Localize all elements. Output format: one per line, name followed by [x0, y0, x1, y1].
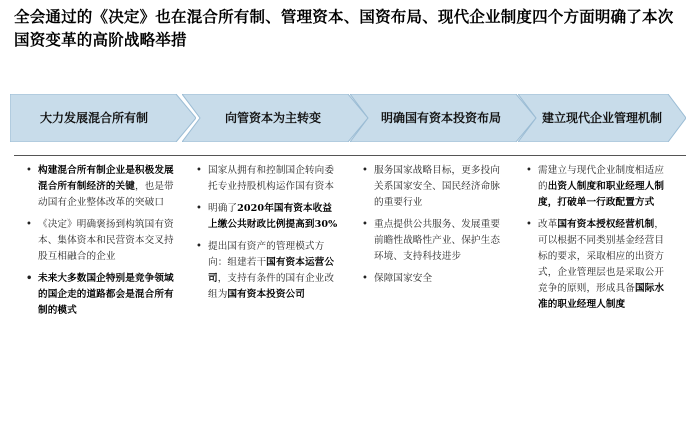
step-2-header: 向管资本为主转变	[224, 111, 321, 125]
page-title: 全会通过的《决定》也在混合所有制、管理资本、国资布局、现代企业制度四个方面明确了本次国资变革的高阶战略举措	[14, 8, 674, 49]
chevron-step-4	[518, 94, 686, 142]
list-item	[26, 163, 174, 211]
bullet-text-bold: 国有资本授权经营机制	[557, 219, 655, 230]
process-banner	[10, 94, 686, 142]
chevron-step-2	[182, 94, 368, 142]
step-4-header: 建立现代企业管理机制	[541, 111, 662, 125]
chevron-step-3	[350, 94, 536, 142]
bullet-text: 《决定》明确褒扬到构筑国有资本、集体资本和民营资本交叉持股互相融合的企业	[38, 219, 174, 262]
list-item	[196, 163, 338, 195]
bullet-text: 需建立与现代企业制度相适应的	[538, 165, 665, 192]
bullet-text-bold: 国有资本运营公司	[208, 257, 335, 284]
bullet-text: ，可以根据不同类别基金经营目标的要求，采取相应的出资方式，企业管理层也是采取公开竞争的原则，形成具备	[538, 219, 665, 294]
bullet-text-bold: 出资人制度和职业经理人制度，打破单一行政配置方式	[538, 181, 665, 208]
bullet-text: 服务国家战略目标，更多投向关系国家安全、国民经济命脉的重要行业	[374, 165, 501, 208]
column-capital-management	[196, 163, 338, 309]
list-item	[362, 163, 504, 211]
column-modern-enterprise	[526, 163, 672, 319]
list-item	[196, 201, 338, 233]
divider	[14, 155, 686, 156]
bullet-text-bold: 构建混合所有制企业是积极发展混合所有制经济的关键	[38, 165, 174, 192]
list-item	[26, 271, 174, 319]
bullet-text: 保障国家安全	[374, 273, 433, 284]
bullet-text-bold: 未来大多数国企特别是竞争领域的国企走的道路都会是混合所有制的模式	[38, 273, 174, 316]
bullet-text: 重点提供公共服务、发展重要前瞻性战略性产业、保护生态环境、支持科技进步	[374, 219, 501, 262]
column-mixed-ownership	[26, 163, 174, 325]
bullet-text: 国家从拥有和控制国企转向委托专业持股机构运作国有资本	[208, 165, 335, 192]
list-item	[26, 217, 174, 265]
bullet-text: ，支持有条件的国有企业改组为	[208, 273, 335, 300]
list-item	[526, 217, 672, 313]
bullet-text-bold: 2020年国有资本收益上缴公共财政比例提高到30%	[208, 203, 338, 230]
list-item	[526, 163, 672, 211]
list-item	[362, 217, 504, 265]
list-item	[196, 239, 338, 303]
step-3-header: 明确国有资本投资布局	[380, 111, 501, 125]
bullet-text: 提出国有资产的管理模式方向：组建若干	[208, 241, 325, 268]
bullet-text-bold: 国际水准的职业经理人制度	[538, 283, 665, 310]
chevron-step-1	[10, 94, 196, 142]
step-1-header: 大力发展混合所有制	[39, 111, 148, 125]
column-investment-layout	[362, 163, 504, 293]
bullet-text-bold: 国有资本投资公司	[227, 289, 305, 300]
bullet-text: 明确了	[208, 203, 238, 214]
bullet-text: ，也是带动国有企业整体改革的突破口	[38, 181, 174, 208]
bullet-text: 改革	[538, 219, 558, 230]
list-item	[362, 271, 504, 287]
